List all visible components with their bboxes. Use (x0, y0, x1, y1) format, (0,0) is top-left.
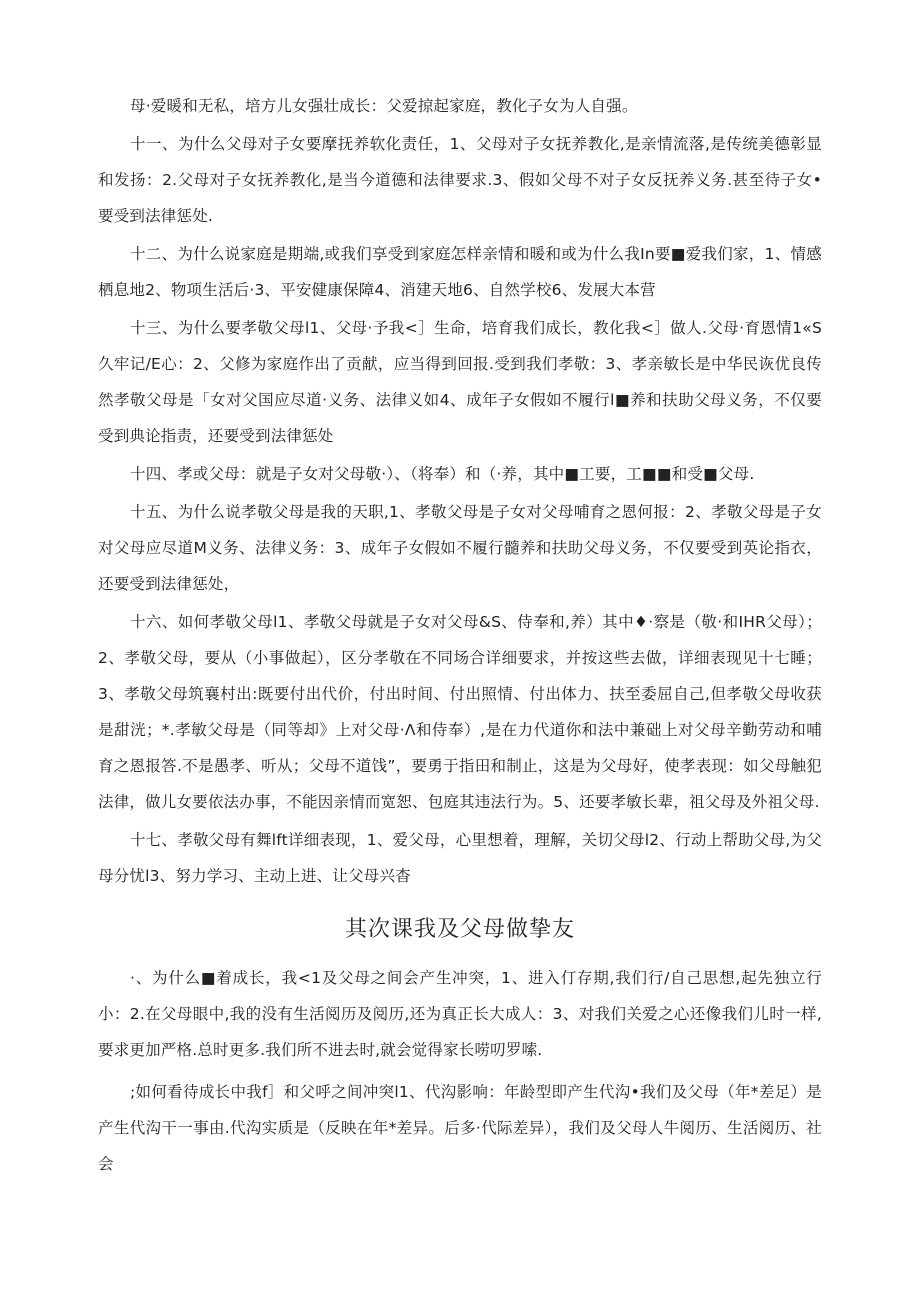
paragraph-generation-gap: ;如何看待成长中我f］和父呼之间冲突l1、代沟影响：年龄型即产生代沟•我们及父母（年*差足）是产生代沟干一事由.代沟实质是（反映在年*差异。后多·代际差异），我们及父母人牛阅历、生活阅历、社会 (98, 1083, 822, 1173)
paragraph-eleven: 十一、为什么父母对子女要摩抚养软化责任，1、父母对子女抚养教化,是亲情流落,是传统美德彰显和发扬：2.父母对子女抚养教化,是当今道德和法律要求.3、假如父母不对子女反抚养义务.甚至待子女•要受到法律惩处. (98, 135, 822, 225)
document-content (98, 88, 822, 1182)
paragraph-fifteen: 十五、为什么说孝敬父母是我的天职,1、孝敬父母是子女对父母哺育之恩何报：2、孝敬父母是子女对父母应尽道M义务、法律义务：3、成年子女假如不履行髓养和扶助父母义务，不仅要受到英论指衣，还要受到法律惩处， (98, 503, 822, 593)
paragraph-twelve: 十二、为什么说家庭是期端,或我们享受到家庭怎样亲情和暖和或为什么我In要■爱我们家，1、情感栖息地2、物项生活后·3、平安健康保障4、消建天地6、自然学校6、发展大本营 (98, 245, 822, 299)
paragraph-seventeen: 十七、孝敬父母有舞lft详细表现，1、爱父母，心里想着，理解，关切父母l2、行动上帮助父母,为父母分忧l3、努力学习、主动上进、让父母兴杳 (98, 831, 822, 885)
section-heading: 其次课我及父母做挚友 (344, 917, 575, 942)
paragraph-parent-love: 母·爱暖和无私，培方儿女强壮成长：父爱掠起家庭，教化子女为人自强。 (130, 97, 638, 115)
paragraph-fourteen: 十四、孝或父母：就是子女对父母敬·）、（将奉）和（·养，其中■工要，工■■和受■父母. (130, 465, 755, 483)
paragraph-sixteen: 十六、如何孝敬父母l1、孝敬父母就是子女对父母&S、侍奉和,养）其中♦·察是（敬·和IHR父母）；2、孝敬父母，要从（小事做起），区分孝敬在不同场合详细要求，并按这些去做，详细表现见十七睡；3、孝敬父母筑襄村出:既要付出代价，付出时间、付出照情、付出体力、扶至委屈自己,但孝敬父母收获是甜洸；*.孝敏父母是（同等却》上对父母·Λ和侍奉）,是在力代道你和法中兼础上对父母辛勤劳动和哺育之恩报答.不是愚孝、听从；父母不道饯”，要勇于指田和制止，这是为父母好，使孝表现：如父母触犯法律，做儿女要依法办事，不能因亲情而宽恕、包庭其违法行为。5、还要孝敏长辈，祖父母及外祖父母. (98, 613, 822, 811)
paragraph-conflict-reasons: ·、为什么■着成长，我<1及父母之间会产生冲突，1、进入仃存期,我们行/自己思想,起先独立行小：2.在父母眼中,我的没有生活阅历及阅历,还为真正长大成人：3、对我们关爱之心还像我们儿时一样,要求更加严格.总时更多.我们所不进去时,就会觉得家长唠叨罗嗦. (98, 969, 822, 1059)
paragraph-thirteen: 十三、为什么要孝敬父母l1、父母·予我<］生命，培育我们成长，教化我<］做人.父母·育恩情1«S久牢记/E心：2、父修为家庭作出了贡献，应当得到回报.受到我们孝敬：3、孝亲敏长是中华民诙优良传然孝敬父母是「女对父国应尽道·义务、法律义如4、成年子女假如不履行l■养和扶助父母义务，不仅要受到典论指责，还要受到法律惩处 (98, 319, 822, 445)
